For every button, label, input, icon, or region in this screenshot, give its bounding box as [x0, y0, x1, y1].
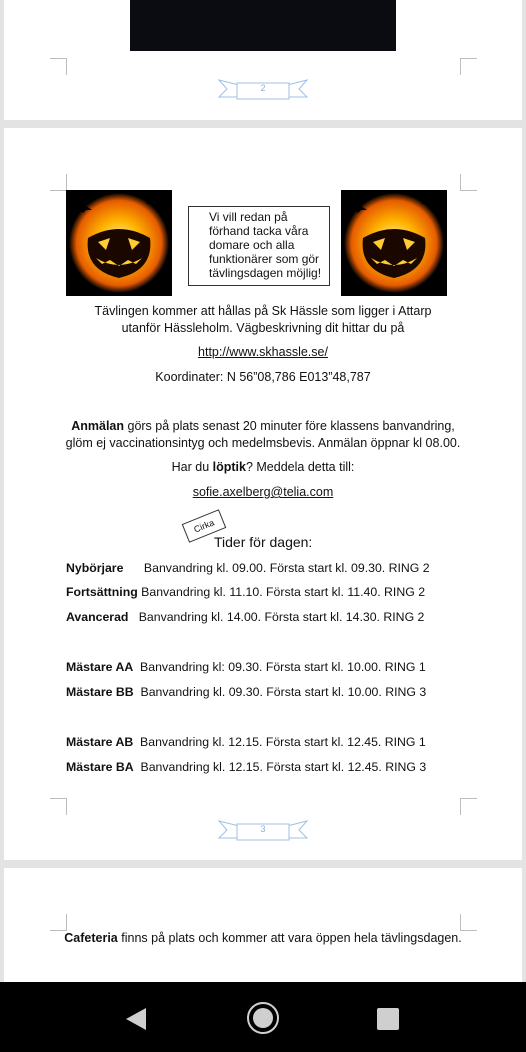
location-text: Tävlingen kommer att hållas på Sk Hässle som ligger i Attarp utanför Hässleholm. Vägbeskrivning dit hittar du på	[94, 304, 432, 335]
dark-image	[130, 0, 396, 51]
page-number-banner	[217, 77, 309, 101]
home-circle-icon	[243, 998, 283, 1038]
email-link[interactable]: sofie.axelberg@telia.com	[192, 485, 334, 499]
thanks-box	[188, 206, 330, 286]
schedule-row: Nybörjare Banvandring kl. 09.00. Första start kl. 09.30. RING 2	[66, 561, 430, 575]
website-link[interactable]: http://www.skhassle.se/	[198, 345, 328, 359]
home-button[interactable]	[243, 998, 283, 1038]
pumpkin-image-left	[66, 190, 172, 296]
cirka-label: Cirka	[182, 509, 227, 543]
navigation-bar	[0, 982, 526, 1052]
schedule-row: Mästare BA Banvandring kl. 12.15. Första start kl. 12.45. RING 3	[66, 760, 427, 774]
crop-mark	[50, 58, 67, 75]
back-button[interactable]	[116, 1004, 156, 1034]
crop-mark	[460, 914, 477, 931]
recents-button[interactable]	[370, 1002, 406, 1036]
crop-mark	[460, 798, 477, 815]
document-page-2	[4, 0, 522, 120]
schedule-title: Tider för dagen:	[214, 534, 313, 550]
thanks-text: Vi vill redan på förhand tacka våra domare och alla funktionärer som gör tävlingsdagen möjlig!	[209, 210, 322, 280]
crop-mark	[460, 58, 477, 75]
registration-text: Anmälan görs på plats senast 20 minuter före klassens banvandring, glöm ej vaccinationsintyg och medelmsbevis. Anmälan öppnar kl 08.00.	[65, 419, 461, 450]
schedule-row: Fortsättning Banvandring kl. 11.10. Första start kl. 11.40. RING 2	[66, 585, 426, 599]
loptik-text: Har du löptik? Meddela detta till:	[171, 460, 355, 474]
pumpkin-image-right	[341, 190, 447, 296]
coordinates-text: Koordinater: N 56”08,786 E013”48,787	[155, 370, 371, 384]
recents-square-icon	[370, 1002, 406, 1036]
page-number: 3	[260, 824, 266, 834]
crop-mark	[460, 174, 477, 191]
page-number: 2	[260, 83, 266, 93]
document-page-4	[4, 868, 522, 982]
page-number-banner	[217, 818, 309, 842]
back-triangle-icon	[116, 1004, 156, 1034]
cafeteria-text: Cafeteria finns på plats och kommer att vara öppen hela tävlingsdagen.	[64, 931, 462, 945]
schedule-row: Mästare AB Banvandring kl. 12.15. Första start kl. 12.45. RING 1	[66, 735, 426, 749]
schedule-row: Avancerad Banvandring kl. 14.00. Första start kl. 14.30. RING 2	[66, 610, 425, 624]
crop-mark	[50, 914, 67, 931]
crop-mark	[50, 798, 67, 815]
schedule-row: Mästare AA Banvandring kl: 09.30. Första start kl. 10.00. RING 1	[66, 660, 426, 674]
schedule-row: Mästare BB Banvandring kl. 09.30. Första start kl. 10.00. RING 3	[66, 685, 427, 699]
crop-mark	[50, 174, 67, 191]
document-page-3	[4, 128, 522, 860]
